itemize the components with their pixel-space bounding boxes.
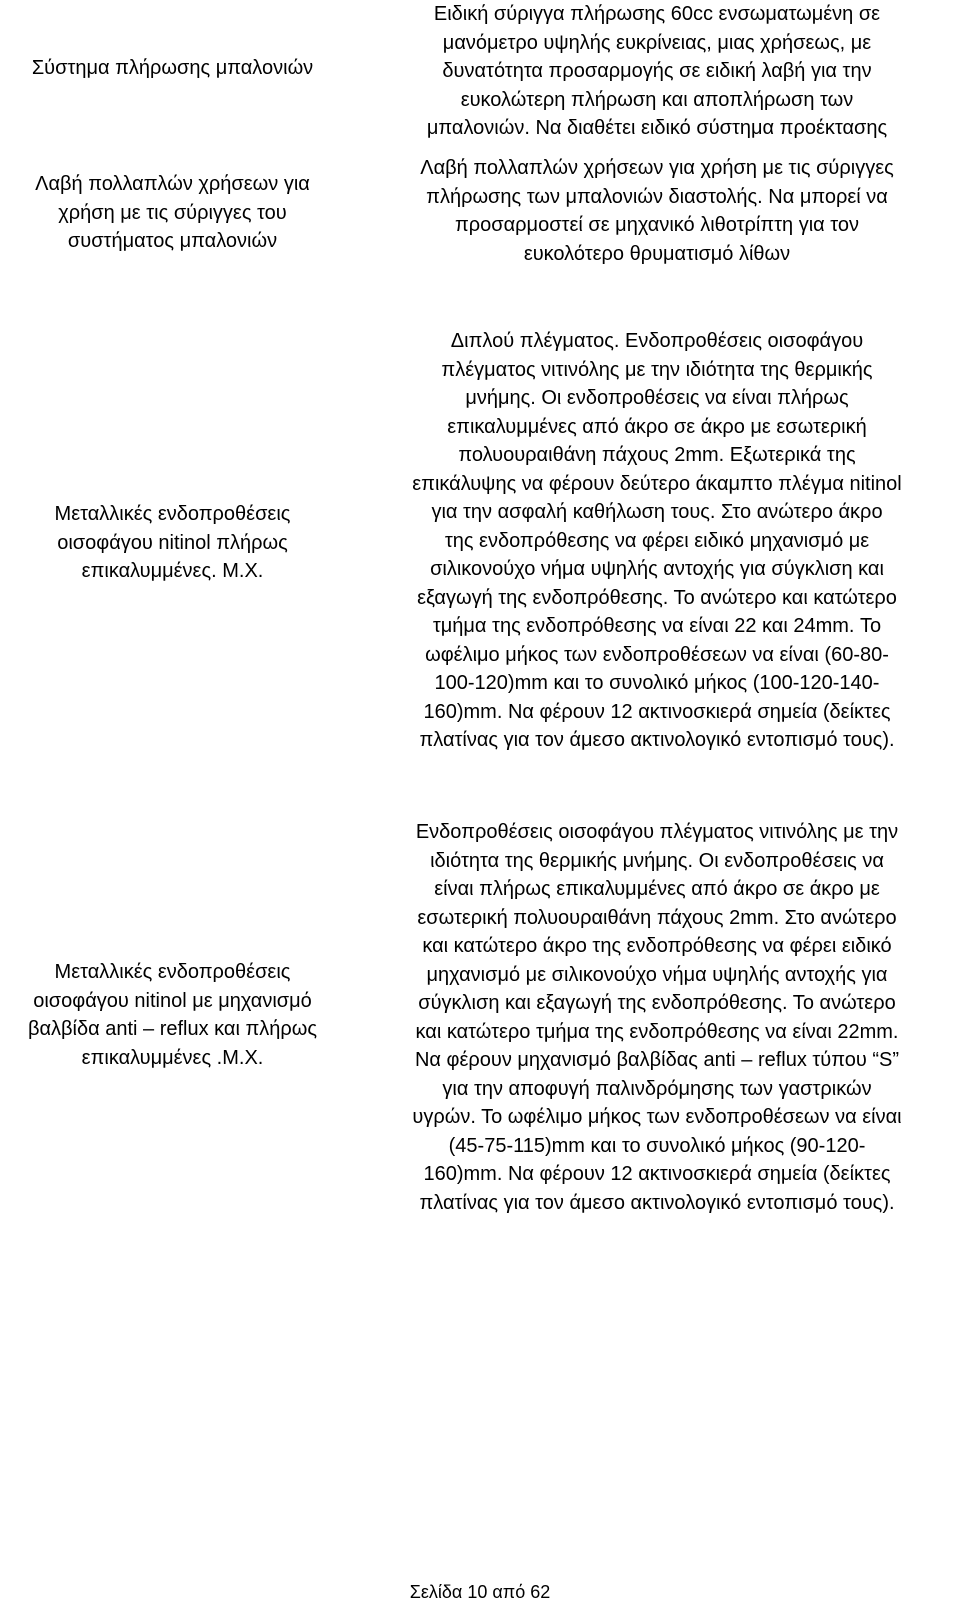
- item-description-cell: [368, 327, 946, 755]
- page-number: Σελίδα 10 από 62: [409, 1582, 551, 1602]
- item-description: Λαβή πολλαπλών χρήσεων για χρήση με τις σύριγγες πλήρωσης των μπαλονιών διαστολής. Να μπορεί να προσαρμοστεί σε μηχανικό λιθοτρίπτη για τον ευκολότερο θρυματισμό λίθων: [420, 157, 894, 265]
- item-label-cell: [0, 958, 345, 1072]
- item-description-cell: [368, 154, 946, 268]
- item-label-cell: [0, 170, 345, 256]
- item-description-cell: [368, 818, 946, 1217]
- item-label-cell: [0, 54, 345, 83]
- item-description: Διπλού πλέγματος. Ενδοπροθέσεις οισοφάγου πλέγματος νιτινόλης με την ιδιότητα της θερμικής μνήμης. Οι ενδοπροθέσεις να είναι πλήρως επικαλυμμένες από άκρο σε άκρο με εσωτερική πολυουραιθάνη πάχους 2mm. Εξωτερικά της επικάλυψης να φέρουν δεύτερο άκαμπτο πλέγμα nitinol για την ασφαλή καθήλωση τους. Στο ανώτερο άκρο της ενδοπρόθεσης να φέρει ειδικό μηχανισμό με σιλικονούχο νήμα υψηλής αντοχής για σύγκλιση και εξαγωγή της ενδοπρόθεσης. Το ανώτερο και κατώτερο τμήμα της ενδοπρόθεσης να είναι 22 και 24mm. Το ωφέλιμο μήκος των ενδοπροθέσεων να είναι (60-80- 100-120)mm και το συνολικό μήκος (100-120-140- 160)mm. Να φέρουν 12 ακτινοσκιερά σημεία (δείκτες πλατίνας για τον άμεσο ακτινολογικό εντοπισμό τους).: [412, 330, 902, 751]
- page-footer: [0, 1580, 960, 1604]
- item-label: Μεταλλικές ενδοπροθέσεις οισοφάγου nitinol πλήρως επικαλυμμένες. Μ.Χ.: [54, 503, 291, 582]
- item-description: Ειδική σύριγγα πλήρωσης 60cc ενσωματωμένη σε μανόμετρο υψηλής ευκρίνειας, μιας χρήσεως, με δυνατότητα προσαρμογής σε ειδική λαβή για την ευκολώτερη πλήρωση και αποπλήρωση των μπαλονιών. Να διαθέτει ειδικό σύστημα προέκτασης: [426, 3, 888, 139]
- item-label-cell: [0, 500, 345, 586]
- item-description: Ενδοπροθέσεις οισοφάγου πλέγματος νιτινόλης με την ιδιότητα της θερμικής μνήμης. Οι ενδοπροθέσεις να είναι πλήρως επικαλυμμένες από άκρο σε άκρο με εσωτερική πολυουραιθάνη πάχους 2mm. Στο ανώτερο και κατώτερο άκρο της ενδοπρόθεσης να φέρει ειδικό μηχανισμό με σιλικονούχο νήμα υψηλής αντοχής για σύγκλιση και εξαγωγή της ενδοπρόθεσης. Το ανώτερο και κατώτερο τμήμα της ενδοπρόθεσης να είναι 22mm. Να φέρουν μηχανισμό βαλβίδας anti – reflux τύπου “S” για την αποφυγή παλινδρόμησης των γαστρικών υγρών. Το ωφέλιμο μήκος των ενδοπροθέσεων να είναι (45-75-115)mm και το συνολικό μήκος (90-120- 160)mm. Να φέρουν 12 ακτινοσκιερά σημεία (δείκτες πλατίνας για τον άμεσο ακτινολογικό εντοπισμό τους).: [412, 821, 902, 1214]
- item-label: Μεταλλικές ενδοπροθέσεις οισοφάγου nitinol με μηχανισμό βαλβίδα anti – reflux και πλήρως επικαλυμμένες .Μ.Χ.: [27, 961, 318, 1069]
- item-label: Λαβή πολλαπλών χρήσεων για χρήση με τις σύριγγες του συστήματος μπαλονιών: [35, 173, 310, 252]
- item-description-cell: [368, 0, 946, 143]
- item-label: Σύστημα πλήρωσης μπαλονιών: [31, 57, 314, 79]
